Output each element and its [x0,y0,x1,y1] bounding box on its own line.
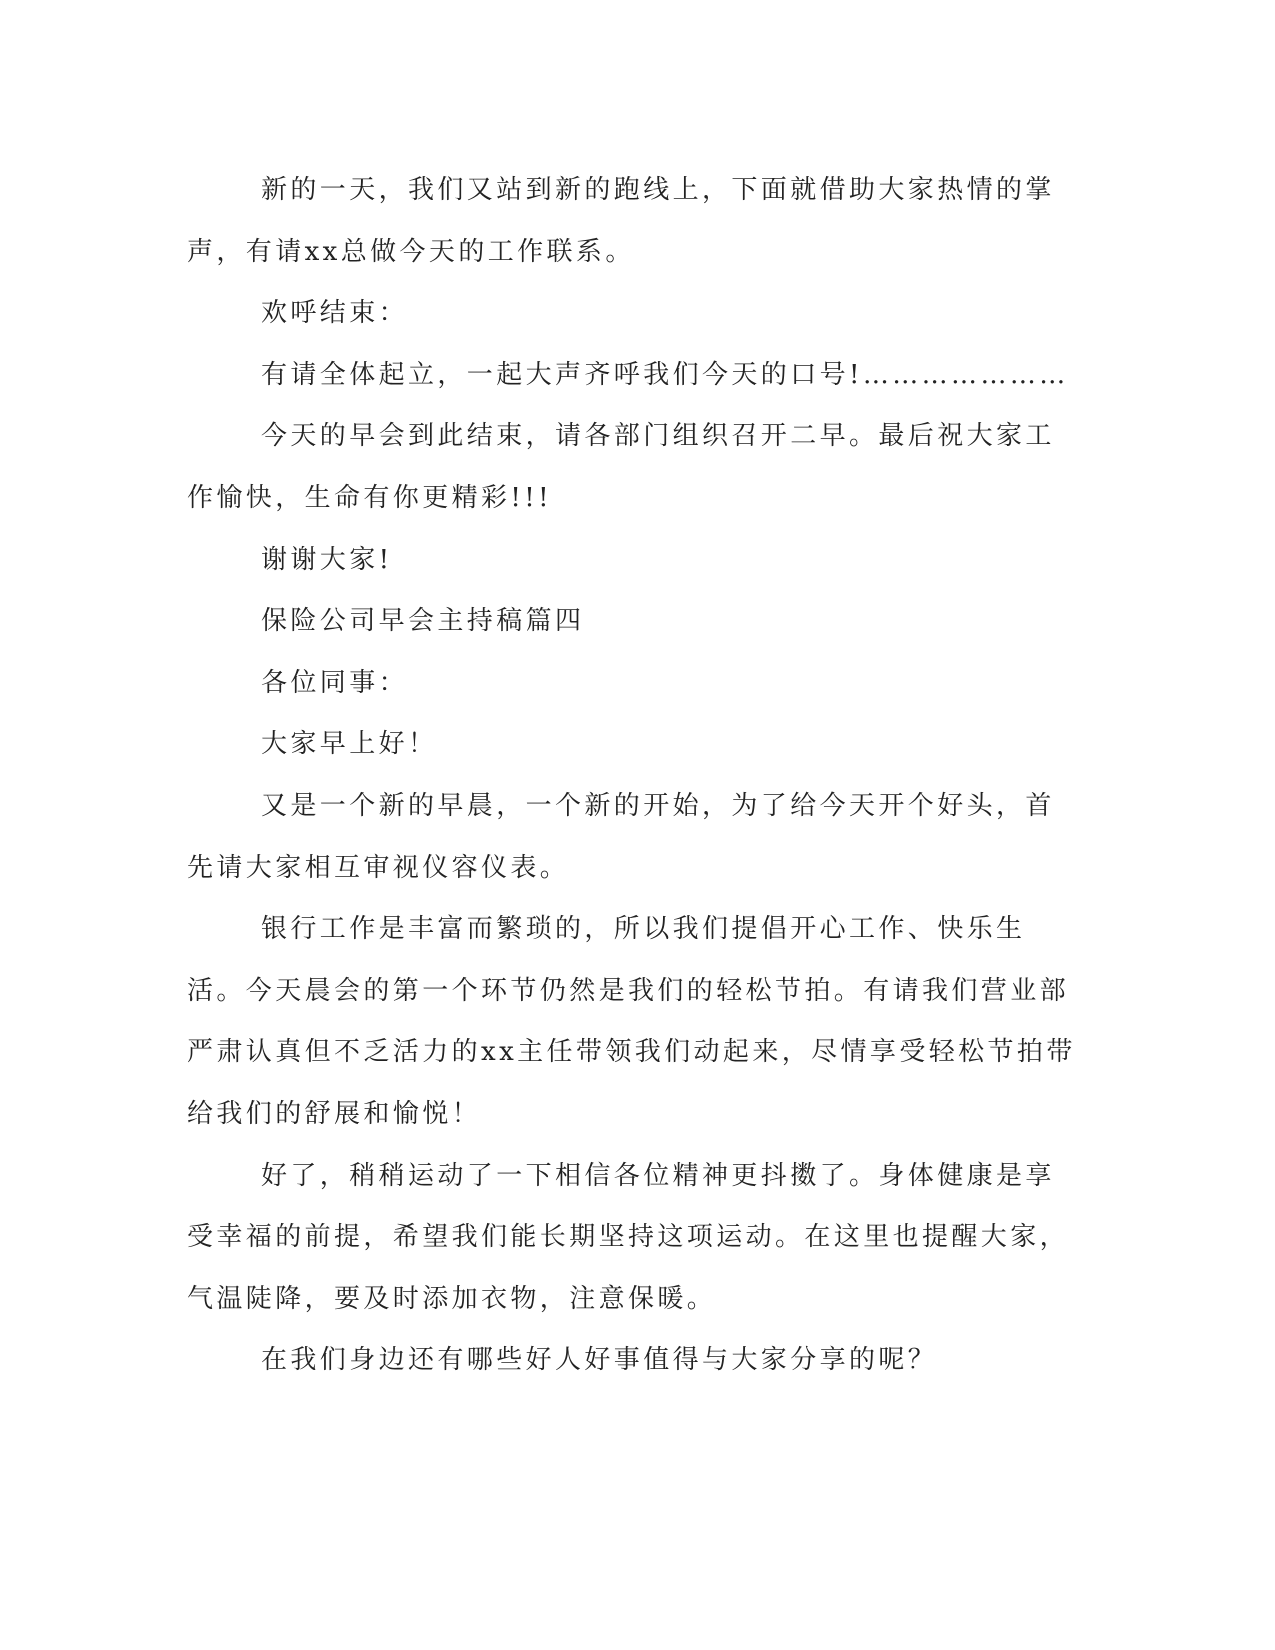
paragraph-slogan: 有请全体起立，一起大声齐呼我们今天的口号!………………… [261,359,1069,390]
paragraph-sharing: 在我们身边还有哪些好人好事值得与大家分享的呢？ [261,1345,938,1376]
document-body [187,160,1077,1392]
paragraph-thanks: 谢谢大家! [261,544,393,575]
paragraph-health: 好了，稍稍运动了一下相信各位精神更抖擞了。身体健康是享受幸福的前提，希望我们能长期坚持这项运动。在这里也提醒大家，气温陡降，要及时添加衣物，注意保暖。 [187,1160,1070,1314]
paragraph-salutation: 各位同事： [261,667,409,698]
paragraph-closing: 今天的早会到此结束，请各部门组织召开二早。最后祝大家工作愉快，生命有你更精彩!!! [187,421,1055,513]
paragraph-new-morning: 又是一个新的早晨，一个新的开始，为了给今天开个好头，首先请大家相互审视仪容仪表。 [187,790,1055,883]
paragraph-cheer-end: 欢呼结束： [261,298,409,329]
section-title: 保险公司早会主持稿篇四 [261,606,585,637]
paragraph-opening: 新的一天，我们又站到新的跑线上，下面就借助大家热情的掌声，有请xx总做今天的工作联系。 [187,175,1055,267]
paragraph-greeting: 大家早上好！ [261,729,438,760]
paragraph-bank-work: 银行工作是丰富而繁琐的，所以我们提倡开心工作、快乐生活。今天晨会的第一个环节仍然是我们的轻松节拍。有请我们营业部严肃认真但不乏活力的xx主任带领我们动起来，尽情享受轻松节拍带给我们的舒展和愉悦！ [187,914,1076,1129]
